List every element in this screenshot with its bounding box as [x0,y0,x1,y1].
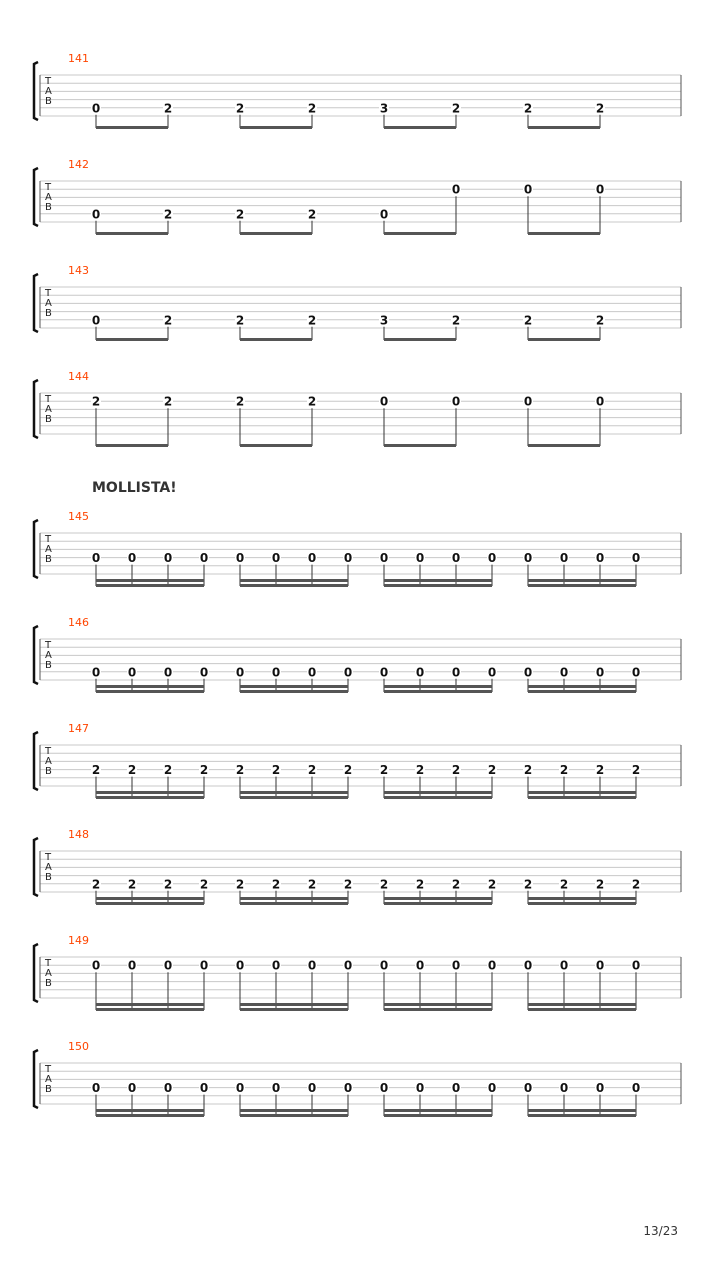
beam [240,126,312,129]
fret-number: 2 [343,877,353,892]
tab-clef-letter: T [45,394,52,405]
fret-number: 0 [451,665,461,680]
fret-number: 2 [379,763,389,778]
fret-number: 2 [451,313,461,328]
tab-clef-letter: T [45,534,52,545]
tab-clef-letter: A [45,404,52,415]
fret-number: 0 [559,665,569,680]
fret-number: 0 [91,551,101,566]
fret-number: 0 [199,665,209,680]
fret-number: 0 [127,1081,137,1096]
fret-number: 0 [163,665,173,680]
section-label: MOLLISTA! [92,480,177,496]
tab-system-143 [34,264,681,341]
fret-number: 2 [559,763,569,778]
page-number: 13/23 [643,1224,678,1238]
fret-number: 2 [127,763,137,778]
fret-number: 0 [415,1081,425,1096]
fret-number: 0 [631,958,641,973]
measure-number: 147 [68,722,89,735]
fret-number: 2 [451,877,461,892]
fret-number: 2 [595,101,605,116]
system-bracket [34,732,38,790]
fret-number: 2 [235,877,245,892]
beam [240,338,312,341]
tab-clef-letter: B [45,554,52,565]
beam [96,690,204,693]
beam [240,1008,348,1011]
beam-secondary [384,685,492,688]
fret-number: 2 [451,763,461,778]
beam [96,1008,204,1011]
beam-secondary [240,579,348,582]
beam-secondary [528,1003,636,1006]
tab-clef-letter: A [45,192,52,203]
beam-secondary [528,579,636,582]
fret-number: 2 [415,877,425,892]
fret-number: 0 [595,665,605,680]
beam [240,690,348,693]
beam [96,902,204,905]
fret-number: 2 [595,313,605,328]
fret-number: 0 [559,1081,569,1096]
beam-secondary [384,897,492,900]
beam [240,796,348,799]
beam [528,338,600,341]
fret-number: 2 [307,763,317,778]
system-bracket [34,1050,38,1108]
fret-number: 0 [487,551,497,566]
tab-system-147 [34,722,681,799]
beam [528,1114,636,1117]
fret-number: 0 [91,207,101,222]
fret-number: 0 [451,394,461,409]
beam [384,126,456,129]
fret-number: 2 [595,763,605,778]
fret-number: 0 [523,182,533,197]
fret-number: 2 [523,313,533,328]
fret-number: 0 [307,1081,317,1096]
fret-number: 0 [631,665,641,680]
fret-number: 2 [307,101,317,116]
tab-system-146 [34,616,681,693]
beam [96,232,168,235]
fret-number: 2 [235,763,245,778]
fret-number: 2 [523,101,533,116]
tab-clef-letter: A [45,862,52,873]
fret-number: 0 [127,551,137,566]
fret-number: 0 [343,665,353,680]
tab-system-141 [34,52,681,129]
fret-number: 0 [487,1081,497,1096]
fret-number: 2 [199,877,209,892]
fret-number: 0 [379,207,389,222]
beam-secondary [240,1003,348,1006]
beam-secondary [528,791,636,794]
fret-number: 2 [343,763,353,778]
beam [384,338,456,341]
fret-number: 0 [415,958,425,973]
fret-number: 2 [559,877,569,892]
beam-secondary [96,1003,204,1006]
fret-number: 2 [91,763,101,778]
fret-number: 0 [307,665,317,680]
fret-number: 0 [523,1081,533,1096]
fret-number: 0 [451,1081,461,1096]
fret-number: 2 [523,877,533,892]
fret-number: 2 [271,877,281,892]
fret-number: 0 [199,958,209,973]
fret-number: 0 [379,958,389,973]
fret-number: 0 [199,551,209,566]
fret-number: 0 [163,1081,173,1096]
beam [96,796,204,799]
beam [240,584,348,587]
beam-secondary [96,791,204,794]
fret-number: 0 [595,182,605,197]
fret-number: 2 [307,394,317,409]
fret-number: 0 [523,665,533,680]
beam-secondary [528,1109,636,1112]
system-bracket [34,380,38,438]
tab-clef-letter: A [45,968,52,979]
fret-number: 2 [235,394,245,409]
fret-number: 2 [163,763,173,778]
system-bracket [34,168,38,226]
fret-number: 2 [379,877,389,892]
fret-number: 0 [379,1081,389,1096]
fret-number: 2 [487,877,497,892]
beam-secondary [384,1109,492,1112]
beam [240,902,348,905]
tab-clef-letter: B [45,766,52,777]
system-bracket [34,944,38,1002]
fret-number: 2 [595,877,605,892]
tab-clef-letter: T [45,76,52,87]
fret-number: 2 [199,763,209,778]
tab-clef-letter: T [45,852,52,863]
tab-system-148 [34,828,681,905]
system-bracket [34,520,38,578]
tab-clef-letter: B [45,978,52,989]
fret-number: 0 [523,551,533,566]
beam [384,444,456,447]
fret-number: 2 [163,313,173,328]
beam-secondary [240,791,348,794]
system-bracket [34,62,38,120]
measure-number: 142 [68,158,89,171]
fret-number: 0 [91,665,101,680]
beam-secondary [96,685,204,688]
fret-number: 0 [631,551,641,566]
beam [96,584,204,587]
fret-number: 0 [343,1081,353,1096]
beam [96,1114,204,1117]
fret-number: 0 [595,958,605,973]
beam [528,690,636,693]
beam [384,1114,492,1117]
fret-number: 0 [307,958,317,973]
fret-number: 3 [379,313,389,328]
fret-number: 0 [91,313,101,328]
fret-number: 2 [127,877,137,892]
fret-number: 0 [487,665,497,680]
fret-number: 0 [127,665,137,680]
fret-number: 0 [451,551,461,566]
fret-number: 2 [163,207,173,222]
fret-number: 0 [271,665,281,680]
measure-number: 144 [68,370,89,383]
tab-clef-letter: B [45,96,52,107]
fret-number: 0 [307,551,317,566]
fret-number: 0 [595,551,605,566]
fret-number: 0 [271,551,281,566]
system-bracket [34,274,38,332]
system-bracket [34,838,38,896]
tab-clef-letter: B [45,414,52,425]
tab-clef-letter: A [45,756,52,767]
beam [528,126,600,129]
beam-secondary [384,579,492,582]
fret-number: 2 [271,763,281,778]
fret-number: 2 [91,877,101,892]
fret-number: 0 [91,958,101,973]
fret-number: 2 [415,763,425,778]
fret-number: 0 [415,665,425,680]
beam [96,126,168,129]
fret-number: 0 [235,551,245,566]
tab-clef-letter: A [45,1074,52,1085]
tab-clef-letter: B [45,872,52,883]
beam [528,902,636,905]
measure-number: 150 [68,1040,89,1053]
beam-secondary [240,685,348,688]
fret-number: 2 [163,101,173,116]
beam-secondary [528,685,636,688]
beam [384,902,492,905]
tab-clef-letter: A [45,544,52,555]
fret-number: 0 [415,551,425,566]
tab-clef-letter: T [45,640,52,651]
fret-number: 0 [235,1081,245,1096]
fret-number: 2 [307,313,317,328]
tab-system-149 [34,934,681,1011]
beam [96,338,168,341]
fret-number: 0 [91,101,101,116]
beam-secondary [96,579,204,582]
fret-number: 0 [343,958,353,973]
fret-number: 2 [235,207,245,222]
fret-number: 0 [127,958,137,973]
tab-clef-letter: B [45,1084,52,1095]
fret-number: 3 [379,101,389,116]
beam-secondary [384,1003,492,1006]
fret-number: 0 [451,958,461,973]
fret-number: 0 [235,958,245,973]
fret-number: 0 [595,1081,605,1096]
tab-clef-letter: A [45,650,52,661]
measure-number: 143 [68,264,89,277]
beam-secondary [240,897,348,900]
fret-number: 0 [559,551,569,566]
fret-number: 2 [235,313,245,328]
beam [384,796,492,799]
fret-number: 2 [163,877,173,892]
beam [528,584,636,587]
beam-secondary [528,897,636,900]
tab-clef-letter: T [45,1064,52,1075]
beam-secondary [240,1109,348,1112]
tab-system-144 [34,370,681,447]
tab-clef-letter: T [45,182,52,193]
fret-number: 2 [307,207,317,222]
tab-system-150 [34,1040,681,1117]
fret-number: 0 [271,1081,281,1096]
fret-number: 2 [631,763,641,778]
fret-number: 2 [91,394,101,409]
fret-number: 2 [163,394,173,409]
beam [240,232,312,235]
measure-number: 146 [68,616,89,629]
fret-number: 0 [199,1081,209,1096]
tab-system-145 [34,510,681,587]
fret-number: 0 [163,958,173,973]
tab-clef-letter: T [45,746,52,757]
fret-number: 0 [523,394,533,409]
tab-clef-letter: B [45,308,52,319]
beam-secondary [96,1109,204,1112]
beam-secondary [96,897,204,900]
tab-clef-letter: A [45,298,52,309]
fret-number: 0 [451,182,461,197]
tab-clef-letter: B [45,202,52,213]
tab-clef-letter: T [45,958,52,969]
measure-number: 149 [68,934,89,947]
fret-number: 0 [631,1081,641,1096]
beam [384,584,492,587]
fret-number: 0 [343,551,353,566]
tab-clef-letter: B [45,660,52,671]
beam [528,232,600,235]
fret-number: 2 [523,763,533,778]
beam [528,1008,636,1011]
beam [528,444,600,447]
fret-number: 0 [559,958,569,973]
fret-number: 0 [235,665,245,680]
tab-system-142 [34,158,681,235]
fret-number: 0 [91,1081,101,1096]
fret-number: 0 [163,551,173,566]
fret-number: 0 [379,665,389,680]
beam [384,1008,492,1011]
tab-clef-letter: A [45,86,52,97]
fret-number: 2 [487,763,497,778]
fret-number: 0 [487,958,497,973]
fret-number: 0 [595,394,605,409]
fret-number: 0 [379,551,389,566]
tab-clef-letter: T [45,288,52,299]
fret-number: 0 [379,394,389,409]
beam [240,444,312,447]
measure-number: 148 [68,828,89,841]
system-bracket [34,626,38,684]
fret-number: 0 [523,958,533,973]
beam-secondary [384,791,492,794]
beam [240,1114,348,1117]
fret-number: 2 [235,101,245,116]
fret-number: 0 [271,958,281,973]
measure-number: 145 [68,510,89,523]
fret-number: 2 [307,877,317,892]
fret-number: 2 [631,877,641,892]
measure-number: 141 [68,52,89,65]
beam [384,232,456,235]
fret-number: 2 [451,101,461,116]
beam [96,444,168,447]
beam [384,690,492,693]
beam [528,796,636,799]
